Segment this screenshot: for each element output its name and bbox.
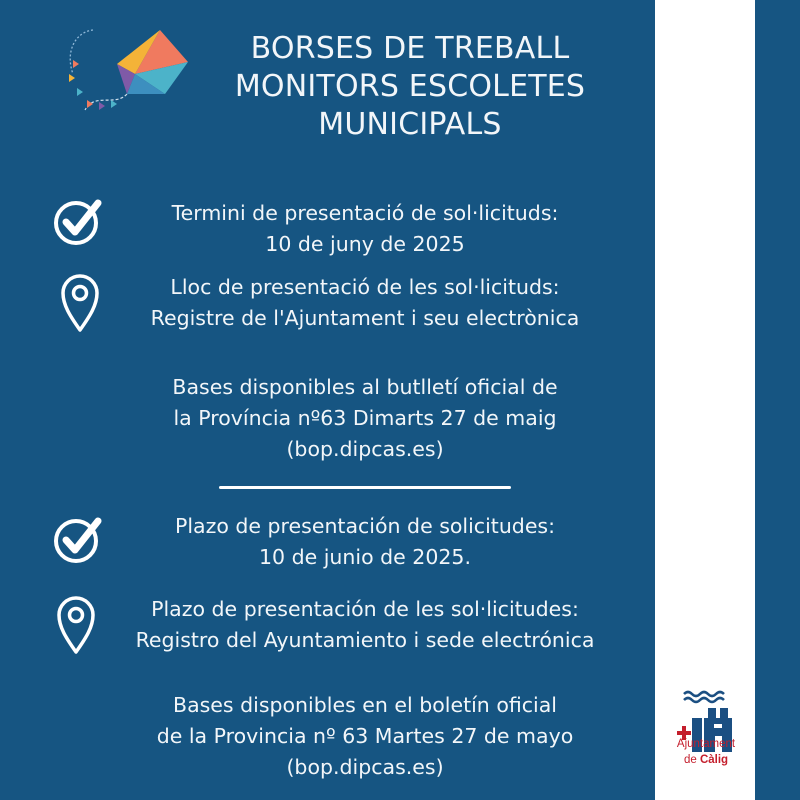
town-logo-caption	[658, 736, 754, 768]
bases-valencian-line-1: Bases disponibles al butlletí oficial de	[172, 375, 558, 399]
deadline-spanish-date: 10 de junio de 2025.	[258, 545, 471, 569]
place-spanish	[95, 594, 635, 656]
place-spanish-label: Plazo de presentación de les sol·licitudes:	[151, 597, 579, 621]
poster-title	[140, 30, 680, 144]
logo-prefix: de	[683, 754, 700, 766]
place-valencian-label: Lloc de presentació de les sol·licituds:	[170, 275, 560, 299]
map-pin-icon	[56, 594, 96, 656]
title-line-3: MUNICIPALS	[318, 107, 502, 142]
bases-spanish-line-2: de la Provincia nº 63 Martes 27 de mayo	[156, 724, 574, 748]
bases-valencian	[95, 372, 635, 465]
place-valencian-value: Registre de l'Ajuntament i seu electrònica	[150, 306, 580, 330]
logo-line-1: Ajuntament	[676, 738, 736, 750]
place-valencian	[95, 272, 635, 334]
logo-town-name: Càlig	[699, 754, 729, 766]
bases-valencian-link: (bop.dipcas.es)	[286, 437, 444, 461]
title-line-2: MONITORS ESCOLETES	[234, 69, 586, 104]
bases-spanish-line-1: Bases disponibles en el boletín oficial	[173, 693, 557, 717]
deadline-valencian-date: 10 de juny de 2025	[265, 232, 465, 256]
place-spanish-value: Registro del Ayuntamiento i sede electrónica	[135, 628, 595, 652]
bases-spanish	[95, 690, 635, 783]
bases-valencian-line-2: la Província nº63 Dimarts 27 de maig	[173, 406, 557, 430]
map-pin-icon	[60, 272, 100, 334]
bases-spanish-link: (bop.dipcas.es)	[286, 755, 444, 779]
deadline-spanish	[95, 511, 635, 573]
logo-line-2	[658, 752, 754, 768]
section-divider	[219, 486, 511, 489]
title-line-1: BORSES DE TREBALL	[250, 31, 570, 66]
deadline-valencian-label: Termini de presentació de sol·licituds:	[171, 201, 559, 225]
deadline-valencian	[95, 198, 635, 260]
deadline-spanish-label: Plazo de presentación de solicitudes:	[174, 514, 556, 538]
